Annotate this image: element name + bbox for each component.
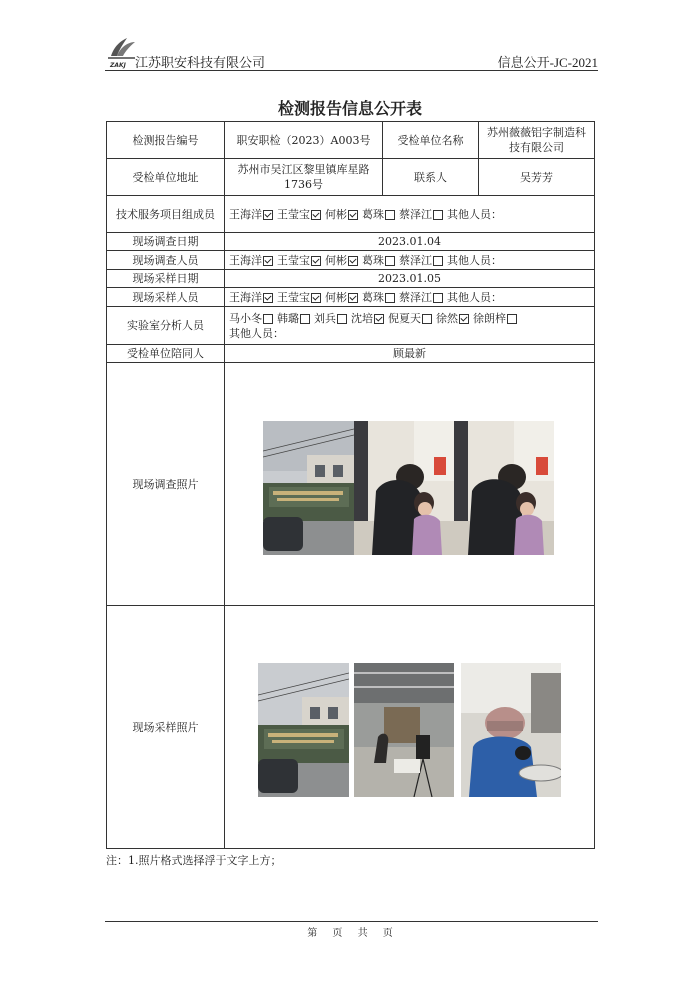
sampling-photo-label: 现场采样照片 bbox=[107, 606, 225, 849]
footer-divider bbox=[105, 921, 598, 922]
table-row bbox=[107, 307, 595, 345]
staff-name: 马小冬 bbox=[229, 311, 262, 325]
survey-photo-interview-1 bbox=[354, 421, 454, 555]
unchecked-box-icon bbox=[385, 256, 395, 266]
contact-value: 吴芳芳 bbox=[479, 159, 595, 196]
staff-name: 徐然 bbox=[436, 311, 458, 325]
staff-name: 何彬 bbox=[325, 253, 347, 267]
lab-staff bbox=[225, 307, 595, 345]
company-name: 江苏职安科技有限公司 bbox=[135, 56, 266, 71]
unchecked-box-icon bbox=[385, 293, 395, 303]
lab-others: 其他人员： bbox=[229, 326, 284, 340]
document-number: 信息公开-JC-2021 bbox=[497, 55, 598, 70]
lab-staff-label: 实验室分析人员 bbox=[107, 307, 225, 345]
staff-name: 其他人员： bbox=[447, 207, 502, 221]
report-no-value: 职安职检（2023）A003号 bbox=[225, 122, 383, 159]
team-label: 技术服务项目组成员 bbox=[107, 196, 225, 233]
staff-name: 王莹宝 bbox=[277, 253, 310, 267]
sampling-date-label: 现场采样日期 bbox=[107, 270, 225, 288]
survey-staff-label: 现场调查人员 bbox=[107, 251, 225, 270]
unchecked-box-icon bbox=[422, 314, 432, 324]
unchecked-box-icon bbox=[385, 210, 395, 220]
staff-name: 韩璐 bbox=[277, 311, 299, 325]
staff-name: 王海洋 bbox=[229, 207, 262, 221]
unchecked-box-icon bbox=[300, 314, 310, 324]
table-row bbox=[107, 288, 595, 307]
staff-name: 葛珠 bbox=[362, 207, 384, 221]
sampling-photo-worker bbox=[461, 663, 561, 797]
sampling-staff-label: 现场采样人员 bbox=[107, 288, 225, 307]
checked-box-icon bbox=[311, 293, 321, 303]
footnote: 注：1.照片格式选择浮于文字上方； bbox=[106, 854, 282, 867]
table-row bbox=[107, 196, 595, 233]
staff-name: 其他人员： bbox=[447, 290, 502, 304]
unchecked-box-icon bbox=[433, 256, 443, 266]
staff-name: 王海洋 bbox=[229, 290, 262, 304]
address-value: 苏州市吴江区黎里镇库星路1736号 bbox=[225, 159, 383, 196]
staff-name: 蔡泽江 bbox=[399, 290, 432, 304]
table-row bbox=[107, 345, 595, 363]
checked-box-icon bbox=[263, 293, 273, 303]
staff-name: 王莹宝 bbox=[277, 207, 310, 221]
staff-name: 葛珠 bbox=[362, 290, 384, 304]
sampling-date-value: 2023.01.05 bbox=[225, 270, 595, 288]
unchecked-box-icon bbox=[433, 210, 443, 220]
company-logo bbox=[105, 36, 139, 70]
sampling-photo-workshop bbox=[354, 663, 454, 797]
team-members bbox=[225, 196, 595, 233]
staff-name: 蔡泽江 bbox=[399, 207, 432, 221]
checked-box-icon bbox=[263, 256, 273, 266]
unchecked-box-icon bbox=[337, 314, 347, 324]
staff-name: 葛珠 bbox=[362, 253, 384, 267]
svg-text:ZAKJ: ZAKJ bbox=[110, 62, 126, 69]
staff-name: 何彬 bbox=[325, 207, 347, 221]
checked-box-icon bbox=[311, 210, 321, 220]
checked-box-icon bbox=[263, 210, 273, 220]
unchecked-box-icon bbox=[433, 293, 443, 303]
table-row bbox=[107, 159, 595, 196]
page-header bbox=[105, 36, 598, 72]
escort-label: 受检单位陪同人 bbox=[107, 345, 225, 363]
table-row bbox=[107, 233, 595, 251]
unchecked-box-icon bbox=[263, 314, 273, 324]
staff-name: 倪夏天 bbox=[388, 311, 421, 325]
report-no-label: 检测报告编号 bbox=[107, 122, 225, 159]
checked-box-icon bbox=[459, 314, 469, 324]
staff-name: 王莹宝 bbox=[277, 290, 310, 304]
escort-value: 顾最新 bbox=[225, 345, 595, 363]
contact-label: 联系人 bbox=[383, 159, 479, 196]
page-footer: 第 页 共 页 bbox=[307, 928, 393, 939]
header-divider bbox=[105, 70, 598, 71]
inspected-unit-value: 苏州薇薇铝字制造科技有限公司 bbox=[479, 122, 595, 159]
unchecked-box-icon bbox=[507, 314, 517, 324]
checked-box-icon bbox=[348, 210, 358, 220]
survey-photo-building bbox=[263, 421, 354, 555]
table-row bbox=[107, 270, 595, 288]
staff-name: 其他人员： bbox=[447, 253, 502, 267]
survey-photo-label: 现场调查照片 bbox=[107, 363, 225, 606]
address-label: 受检单位地址 bbox=[107, 159, 225, 196]
table-row bbox=[107, 251, 595, 270]
page-title: 检测报告信息公开表 bbox=[277, 99, 422, 118]
table-row bbox=[107, 122, 595, 159]
checked-box-icon bbox=[348, 293, 358, 303]
staff-name: 何彬 bbox=[325, 290, 347, 304]
staff-name: 刘兵 bbox=[314, 311, 336, 325]
inspected-unit-label: 受检单位名称 bbox=[383, 122, 479, 159]
staff-name: 沈培 bbox=[351, 311, 373, 325]
survey-staff bbox=[225, 251, 595, 270]
checked-box-icon bbox=[311, 256, 321, 266]
survey-photo-interview-2 bbox=[454, 421, 554, 555]
checked-box-icon bbox=[374, 314, 384, 324]
staff-name: 蔡泽江 bbox=[399, 253, 432, 267]
staff-name: 徐朗梓 bbox=[473, 311, 506, 325]
sampling-staff bbox=[225, 288, 595, 307]
checked-box-icon bbox=[348, 256, 358, 266]
staff-name: 王海洋 bbox=[229, 253, 262, 267]
survey-date-label: 现场调查日期 bbox=[107, 233, 225, 251]
survey-date-value: 2023.01.04 bbox=[225, 233, 595, 251]
sampling-photo-building bbox=[258, 663, 349, 797]
